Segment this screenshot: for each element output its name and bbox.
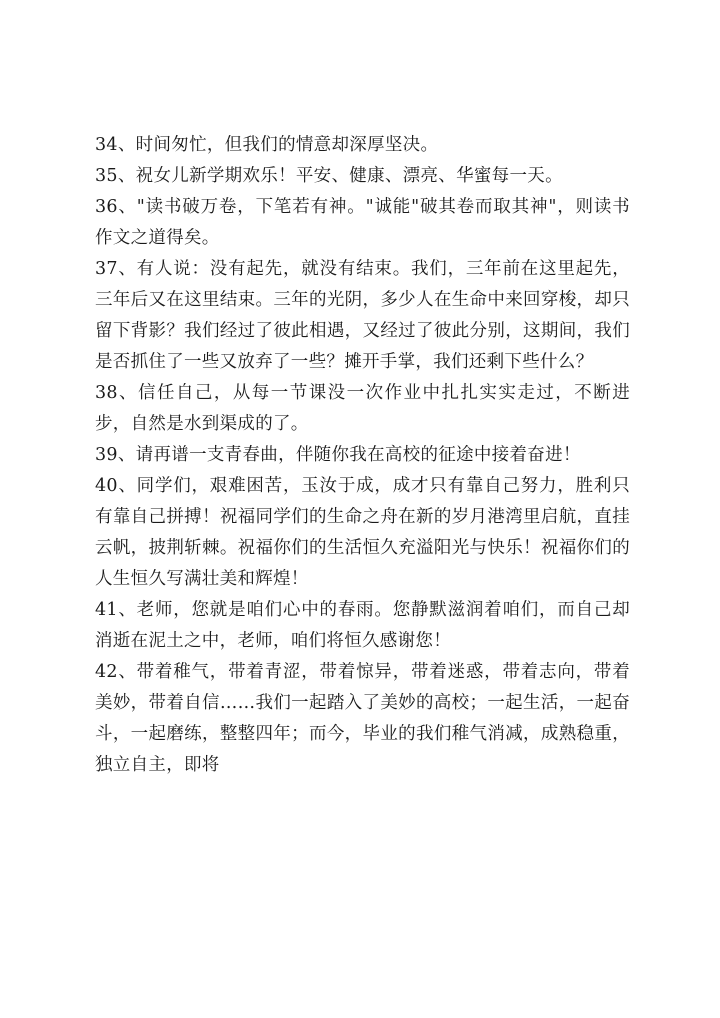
- paragraph-41: 41、老师，您就是咱们心中的春雨。您静默滋润着咱们，而自己却消逝在泥土之中，老师，咱们将恒久感谢您！: [95, 600, 630, 651]
- document-body: [95, 130, 630, 781]
- paragraph-38: 38、信任自己，从每一节课没一次作业中扎扎实实走过，不断进步，自然是水到渠成的了。: [95, 383, 630, 434]
- paragraph-34: 34、时间匆忙，但我们的情意却深厚坚决。: [95, 135, 439, 155]
- paragraph-40: 40、同学们，艰难困苦，玉汝于成，成才只有靠自己努力，胜利只有靠自己拼搏！祝福同学们的生命之舟在新的岁月港湾里启航，直挂云帆，披荆斩棘。祝福你们的生活恒久充溢阳光与快乐！祝福你们的人生恒久写满壮美和辉煌！: [95, 476, 630, 589]
- paragraph-35: 35、祝女儿新学期欢乐！平安、健康、漂亮、华蜜每一天。: [95, 166, 563, 186]
- paragraph-39: 39、请再谱一支青春曲，伴随你我在高校的征途中接着奋进！: [95, 445, 581, 465]
- paragraph-36: 36、"读书破万卷，下笔若有神。"诚能"破其卷而取其神"，则读书作文之道得矣。: [95, 197, 630, 248]
- paragraph-42: 42、带着稚气，带着青涩，带着惊异，带着迷惑，带着志向，带着美妙，带着自信……我们一起踏入了美妙的高校；一起生活，一起奋斗，一起磨练，整整四年；而今，毕业的我们稚气消减，成熟稳重，独立自主，即将: [95, 662, 630, 775]
- paragraph-37: 37、有人说：没有起先，就没有结束。我们，三年前在这里起先，三年后又在这里结束。三年的光阴，多少人在生命中来回穿梭，却只留下背影？我们经过了彼此相遇，又经过了彼此分别，这期间，我们是否抓住了一些又放弃了一些？摊开手掌，我们还剩下些什么？: [95, 259, 630, 372]
